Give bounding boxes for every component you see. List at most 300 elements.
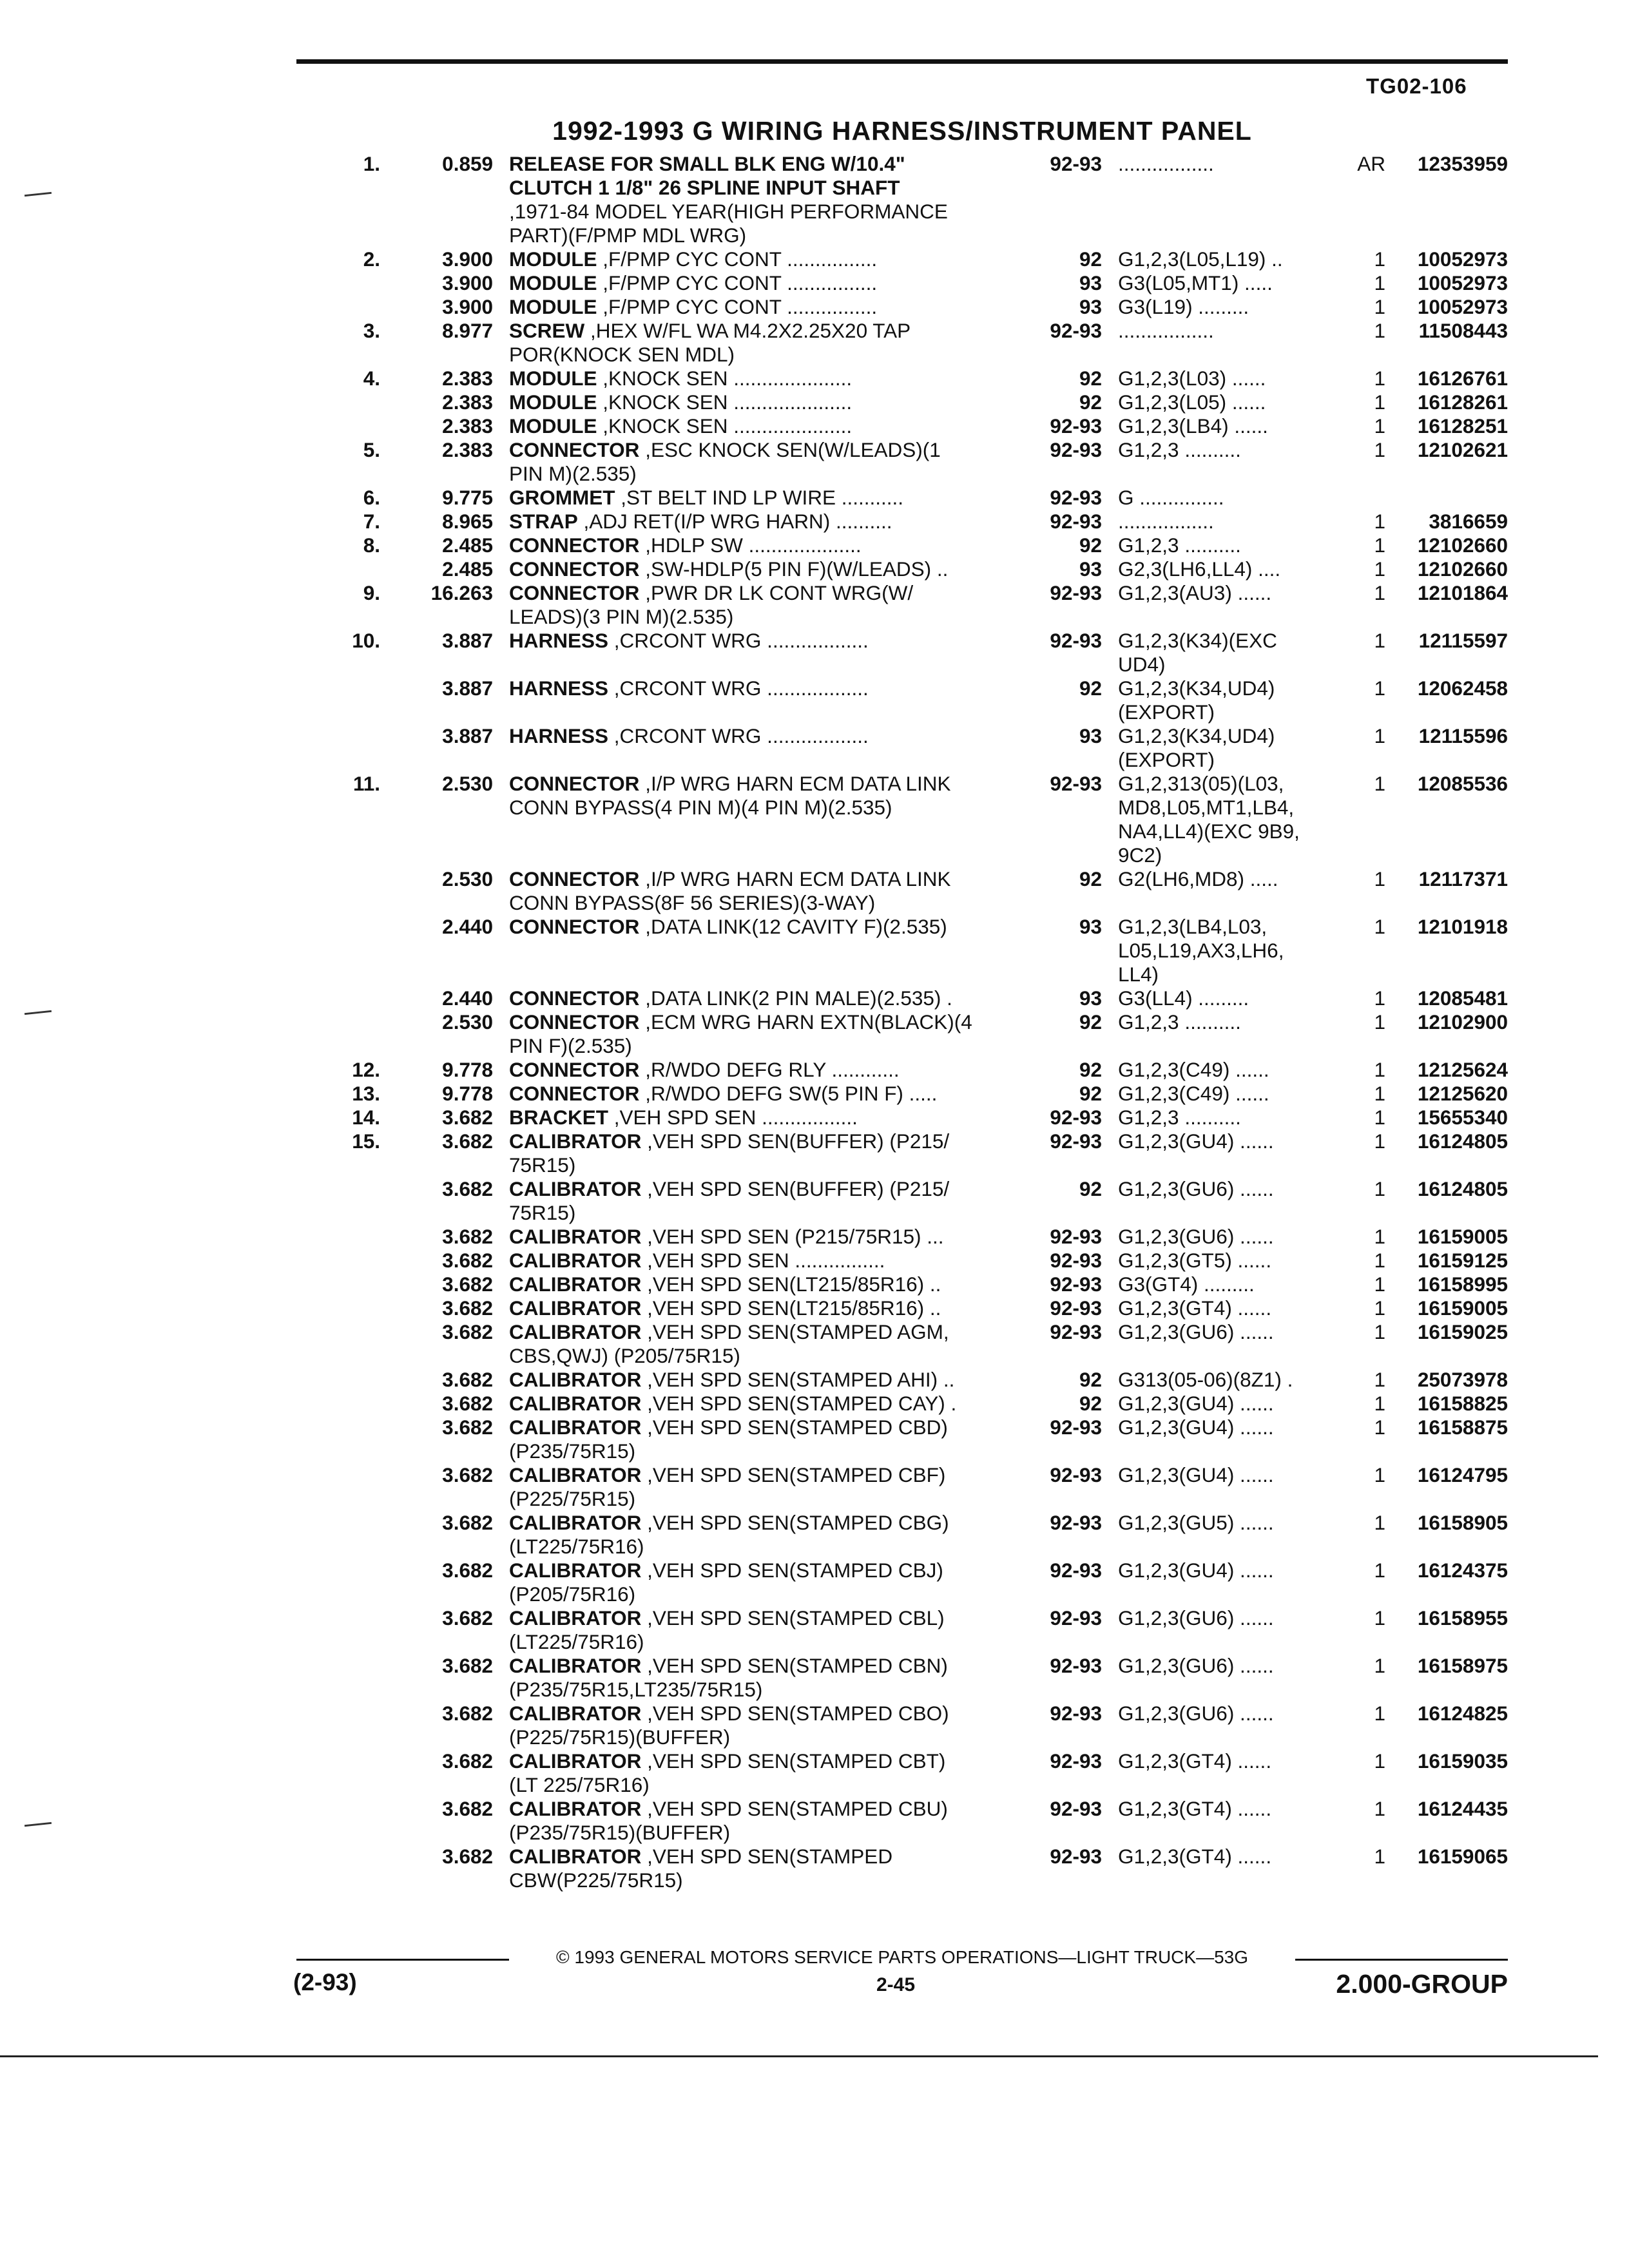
footer-rule-left <box>296 1959 509 1961</box>
part-description <box>509 295 1025 319</box>
quantity: 1 <box>1374 1463 1385 1486</box>
usage-cont: NA4,LL4)(EXC 9B9, <box>1118 820 1300 843</box>
part-description-cont: (LT225/75R16) <box>509 1535 644 1558</box>
part-detail: ,VEH SPD SEN(LT215/85R16) .. <box>641 1273 941 1296</box>
figure-number: 9.778 <box>442 1082 493 1105</box>
part-name: GROMMET <box>509 486 615 509</box>
usage <box>1118 1416 1363 1439</box>
figure-number: 2.440 <box>442 986 493 1010</box>
part-number: 16124805 <box>1417 1129 1508 1153</box>
part-row <box>0 295 1629 319</box>
usage <box>1118 581 1363 605</box>
usage-text: G1,2,3(GU4) ...... <box>1118 1559 1274 1582</box>
model-year: 92-93 <box>1050 1106 1102 1129</box>
part-description <box>509 1058 1025 1082</box>
part-row <box>0 152 1629 247</box>
part-description-cont: LEADS)(3 PIN M)(2.535) <box>509 605 734 628</box>
part-description <box>509 1845 1025 1892</box>
usage-text: G1,2,3(GU6) ...... <box>1118 1225 1274 1248</box>
part-name: CALIBRATOR <box>509 1797 642 1820</box>
part-detail: ,R/WDO DEFG RLY ............ <box>639 1058 900 1081</box>
part-description <box>509 1392 1025 1416</box>
quantity: 1 <box>1374 1058 1385 1081</box>
figure-number: 0.859 <box>442 152 493 175</box>
part-detail: ,KNOCK SEN ..................... <box>597 414 853 437</box>
figure-number: 3.682 <box>442 1249 493 1272</box>
part-description-cont: (LT225/75R16) <box>509 1630 644 1653</box>
model-year: 92 <box>1079 1177 1102 1200</box>
part-description-cont: (P235/75R15,LT235/75R15) <box>509 1678 763 1701</box>
part-row <box>0 557 1629 581</box>
part-description-cont: PIN F)(2.535) <box>509 1034 632 1057</box>
quantity: 1 <box>1374 1559 1385 1582</box>
part-number: 15655340 <box>1417 1106 1508 1129</box>
part-row <box>0 1225 1629 1249</box>
quantity: 1 <box>1374 247 1385 271</box>
usage-text: ................. <box>1118 510 1214 533</box>
part-name: HARNESS <box>509 629 609 652</box>
usage <box>1118 1749 1363 1773</box>
usage <box>1118 1606 1363 1630</box>
model-year: 92 <box>1079 1058 1102 1081</box>
part-description <box>509 1010 1025 1058</box>
part-description <box>509 390 1025 414</box>
footer-page-number: 2-45 <box>876 1974 916 1995</box>
quantity: 1 <box>1374 271 1385 294</box>
part-detail: ,F/PMP CYC CONT ................ <box>597 247 878 271</box>
usage <box>1118 772 1363 867</box>
part-name: MODULE <box>509 271 597 294</box>
figure-number: 3.887 <box>442 677 493 700</box>
part-detail: ,HEX W/FL WA M4.2X2.25X20 TAP <box>584 319 911 342</box>
part-number: 16158905 <box>1417 1511 1508 1534</box>
part-name: MODULE <box>509 367 597 390</box>
item-number: 4. <box>363 367 380 390</box>
quantity: 1 <box>1374 414 1385 437</box>
part-description-cont: CBS,QWJ) (P205/75R15) <box>509 1344 740 1367</box>
quantity: 1 <box>1374 1749 1385 1773</box>
part-description-cont: CONN BYPASS(8F 56 SERIES)(3-WAY) <box>509 891 876 914</box>
usage-text: G3(L05,MT1) ..... <box>1118 271 1273 294</box>
usage-text: G1,2,3(GT4) ...... <box>1118 1797 1272 1820</box>
part-row <box>0 367 1629 390</box>
part-name: CALIBRATOR <box>509 1749 642 1773</box>
usage <box>1118 1273 1363 1296</box>
figure-number: 3.887 <box>442 724 493 747</box>
quantity: 1 <box>1374 1010 1385 1033</box>
usage-text: G1,2,3(L05,L19) .. <box>1118 247 1283 271</box>
usage <box>1118 1797 1363 1821</box>
model-year: 92 <box>1079 247 1102 271</box>
part-number: 16128261 <box>1417 390 1508 414</box>
usage-text: G1,2,3(LB4) ...... <box>1118 414 1268 437</box>
part-row <box>0 867 1629 915</box>
part-number: 3816659 <box>1429 510 1508 533</box>
part-row <box>0 1249 1629 1273</box>
scan-edge-line <box>0 2055 1598 2057</box>
quantity: 1 <box>1374 772 1385 795</box>
part-number: 16159125 <box>1417 1249 1508 1272</box>
part-number: 12102660 <box>1417 557 1508 581</box>
figure-number: 2.530 <box>442 772 493 795</box>
quantity: 1 <box>1374 1845 1385 1868</box>
part-number: 16126761 <box>1417 367 1508 390</box>
part-detail: ,PWR DR LK CONT WRG(W/ <box>639 581 914 604</box>
part-row <box>0 1296 1629 1320</box>
usage <box>1118 271 1363 295</box>
part-description <box>509 915 1025 939</box>
part-number: 16158975 <box>1417 1654 1508 1677</box>
usage-text: G1,2,3 .......... <box>1118 533 1241 557</box>
part-description <box>509 152 1025 247</box>
part-number: 16159025 <box>1417 1320 1508 1343</box>
part-name: CALIBRATOR <box>509 1392 642 1415</box>
part-name: CONNECTOR <box>509 533 640 557</box>
usage <box>1118 1392 1363 1416</box>
model-year: 92 <box>1079 677 1102 700</box>
part-name: CALIBRATOR <box>509 1368 642 1391</box>
figure-number: 9.778 <box>442 1058 493 1081</box>
part-name: CALIBRATOR <box>509 1559 642 1582</box>
usage <box>1118 247 1363 271</box>
part-row <box>0 915 1629 986</box>
usage <box>1118 1225 1363 1249</box>
part-description <box>509 1797 1025 1845</box>
model-year: 92-93 <box>1050 1749 1102 1773</box>
part-name: CALIBRATOR <box>509 1273 642 1296</box>
usage <box>1118 1845 1363 1869</box>
model-year: 92-93 <box>1050 772 1102 795</box>
quantity: AR <box>1357 152 1385 175</box>
part-detail: ,VEH SPD SEN(STAMPED CAY) . <box>641 1392 957 1415</box>
model-year: 92-93 <box>1050 1249 1102 1272</box>
item-number: 10. <box>352 629 380 652</box>
part-detail: ,VEH SPD SEN(LT215/85R16) .. <box>641 1296 941 1320</box>
quantity: 1 <box>1374 629 1385 652</box>
part-description-cont: 75R15) <box>509 1153 576 1177</box>
item-number: 15. <box>352 1129 380 1153</box>
usage <box>1118 1702 1363 1725</box>
item-number: 1. <box>363 152 380 175</box>
part-detail: ,VEH SPD SEN(STAMPED CBO) <box>641 1702 949 1725</box>
model-year: 92-93 <box>1050 629 1102 652</box>
part-row <box>0 390 1629 414</box>
quantity: 1 <box>1374 1654 1385 1677</box>
part-description <box>509 1559 1025 1606</box>
part-row <box>0 1010 1629 1058</box>
quantity: 1 <box>1374 367 1385 390</box>
part-row <box>0 271 1629 295</box>
usage-text: G1,2,3(K34)(EXC <box>1118 629 1277 652</box>
usage <box>1118 677 1363 724</box>
usage-text: G1,2,3(GU6) ...... <box>1118 1654 1274 1677</box>
usage-text: ................. <box>1118 319 1214 342</box>
part-name: CONNECTOR <box>509 438 640 461</box>
part-name: CONNECTOR <box>509 915 640 938</box>
footer-group: 2.000-GROUP <box>1336 1969 1508 1999</box>
usage-text: G1,2,3(K34,UD4) <box>1118 677 1275 700</box>
quantity: 1 <box>1374 867 1385 890</box>
part-detail: ,F/PMP CYC CONT ................ <box>597 271 878 294</box>
model-year: 92-93 <box>1050 1511 1102 1534</box>
part-description <box>509 1749 1025 1797</box>
part-detail: ,KNOCK SEN ..................... <box>597 367 853 390</box>
part-row <box>0 533 1629 557</box>
figure-number: 2.485 <box>442 557 493 581</box>
page-title: 1992-1993 G WIRING HARNESS/INSTRUMENT PANEL <box>552 116 1252 146</box>
figure-number: 2.383 <box>442 414 493 437</box>
model-year: 92 <box>1079 390 1102 414</box>
part-detail: ,ADJ RET(I/P WRG HARN) .......... <box>577 510 892 533</box>
model-year: 92-93 <box>1050 1273 1102 1296</box>
part-name: CALIBRATOR <box>509 1296 642 1320</box>
model-year: 92-93 <box>1050 152 1102 175</box>
model-year: 92-93 <box>1050 581 1102 604</box>
part-row <box>0 1392 1629 1416</box>
part-row <box>0 1416 1629 1463</box>
part-name: CONNECTOR <box>509 581 640 604</box>
part-name: CALIBRATOR <box>509 1177 642 1200</box>
part-name: CONNECTOR <box>509 1058 640 1081</box>
part-name: CALIBRATOR <box>509 1249 642 1272</box>
part-description-cont: POR(KNOCK SEN MDL) <box>509 343 735 366</box>
part-name: SCREW <box>509 319 585 342</box>
part-row <box>0 1106 1629 1129</box>
part-detail: ,ESC KNOCK SEN(W/LEADS)(1 <box>639 438 941 461</box>
part-detail: ,SW-HDLP(5 PIN F)(W/LEADS) .. <box>639 557 949 581</box>
part-row <box>0 629 1629 677</box>
item-number: 14. <box>352 1106 380 1129</box>
part-description <box>509 486 1025 510</box>
part-detail: ,KNOCK SEN ..................... <box>597 390 853 414</box>
part-description <box>509 581 1025 629</box>
part-description <box>509 1249 1025 1273</box>
part-description-cont: (P235/75R15) <box>509 1439 636 1463</box>
model-year: 92 <box>1079 533 1102 557</box>
figure-number: 3.682 <box>442 1368 493 1391</box>
usage <box>1118 367 1363 390</box>
part-detail: ,I/P WRG HARN ECM DATA LINK <box>639 772 951 795</box>
figure-number: 3.682 <box>442 1392 493 1415</box>
part-description <box>509 1106 1025 1129</box>
figure-number: 3.682 <box>442 1225 493 1248</box>
part-number: 12115596 <box>1418 724 1508 747</box>
model-year: 92-93 <box>1050 1845 1102 1868</box>
part-detail: ,DATA LINK(12 CAVITY F)(2.535) <box>639 915 947 938</box>
part-detail: ,VEH SPD SEN(BUFFER) (P215/ <box>641 1177 950 1200</box>
part-row <box>0 772 1629 867</box>
part-description <box>509 1416 1025 1463</box>
quantity: 1 <box>1374 1296 1385 1320</box>
part-row <box>0 1273 1629 1296</box>
part-row <box>0 1702 1629 1749</box>
part-number: 16124805 <box>1417 1177 1508 1200</box>
quantity: 1 <box>1374 1797 1385 1820</box>
usage-cont: (EXPORT) <box>1118 748 1215 771</box>
usage <box>1118 1368 1363 1392</box>
figure-number: 3.682 <box>442 1177 493 1200</box>
figure-number: 3.682 <box>442 1845 493 1868</box>
usage-text: G1,2,3(GU4) ...... <box>1118 1392 1274 1415</box>
part-description <box>509 1296 1025 1320</box>
usage <box>1118 1463 1363 1487</box>
part-description <box>509 1606 1025 1654</box>
part-detail: ,VEH SPD SEN(STAMPED CBF) <box>641 1463 946 1486</box>
usage-cont: (EXPORT) <box>1118 700 1215 724</box>
part-number: 10052973 <box>1417 295 1508 318</box>
part-name: CALIBRATOR <box>509 1416 642 1439</box>
part-description <box>509 1082 1025 1106</box>
figure-number: 2.530 <box>442 1010 493 1033</box>
part-name: MODULE <box>509 390 597 414</box>
part-detail: ,VEH SPD SEN(STAMPED <box>641 1845 893 1868</box>
part-number: 16124825 <box>1417 1702 1508 1725</box>
model-year: 92 <box>1079 1392 1102 1415</box>
model-year: 92-93 <box>1050 1702 1102 1725</box>
part-row <box>0 1654 1629 1702</box>
part-number: 12102900 <box>1417 1010 1508 1033</box>
usage-text: G2(LH6,MD8) ..... <box>1118 867 1278 890</box>
part-row <box>0 677 1629 724</box>
part-description <box>509 986 1025 1010</box>
part-name: RELEASE FOR SMALL BLK ENG W/10.4" <box>509 152 905 175</box>
part-number: 12101864 <box>1417 581 1508 604</box>
part-description <box>509 772 1025 820</box>
item-number: 3. <box>363 319 380 342</box>
model-year: 93 <box>1079 915 1102 938</box>
part-number: 16158875 <box>1417 1416 1508 1439</box>
figure-number: 16.263 <box>430 581 493 604</box>
part-description <box>509 1320 1025 1368</box>
usage-text: G1,2,3(GU5) ...... <box>1118 1511 1274 1534</box>
model-year: 92 <box>1079 1010 1102 1033</box>
usage <box>1118 1511 1363 1535</box>
usage <box>1118 414 1363 438</box>
usage-text: G1,2,3(GT4) ...... <box>1118 1845 1272 1868</box>
part-detail: ,I/P WRG HARN ECM DATA LINK <box>639 867 951 890</box>
item-number: 7. <box>363 510 380 533</box>
quantity: 1 <box>1374 581 1385 604</box>
model-year: 93 <box>1079 295 1102 318</box>
usage-text: G3(L19) ......... <box>1118 295 1249 318</box>
part-row <box>0 581 1629 629</box>
part-description <box>509 1702 1025 1749</box>
model-year: 92-93 <box>1050 486 1102 509</box>
part-name: CONNECTOR <box>509 1082 640 1105</box>
quantity: 1 <box>1374 319 1385 342</box>
model-year: 92-93 <box>1050 1416 1102 1439</box>
part-detail: ,DATA LINK(2 PIN MALE)(2.535) . <box>639 986 952 1010</box>
part-row <box>0 1463 1629 1511</box>
part-description <box>509 1177 1025 1225</box>
model-year: 92-93 <box>1050 438 1102 461</box>
model-year: 92-93 <box>1050 1296 1102 1320</box>
part-detail: ,CRCONT WRG .................. <box>608 677 869 700</box>
quantity: 1 <box>1374 533 1385 557</box>
usage <box>1118 724 1363 772</box>
usage-text: G1,2,3(L03) ...... <box>1118 367 1266 390</box>
part-description-cont: (LT 225/75R16) <box>509 1773 650 1796</box>
part-row <box>0 1749 1629 1797</box>
model-year: 92 <box>1079 867 1102 890</box>
part-name: STRAP <box>509 510 578 533</box>
item-number: 8. <box>363 533 380 557</box>
usage-text: G1,2,313(05)(L03, <box>1118 772 1284 795</box>
quantity: 1 <box>1374 1225 1385 1248</box>
model-year: 92 <box>1079 1368 1102 1391</box>
part-row <box>0 986 1629 1010</box>
usage <box>1118 557 1363 581</box>
part-description <box>509 629 1025 653</box>
usage-text: G1,2,3 .......... <box>1118 1010 1241 1033</box>
quantity: 1 <box>1374 390 1385 414</box>
part-description <box>509 1225 1025 1249</box>
part-row <box>0 414 1629 438</box>
usage <box>1118 1058 1363 1082</box>
part-name: CALIBRATOR <box>509 1511 642 1534</box>
usage <box>1118 1654 1363 1678</box>
quantity: 1 <box>1374 1082 1385 1105</box>
usage-text: G1,2,3(C49) ...... <box>1118 1082 1269 1105</box>
item-number: 5. <box>363 438 380 461</box>
usage-text: G1,2,3(K34,UD4) <box>1118 724 1275 747</box>
part-detail: ,VEH SPD SEN(STAMPED CBJ) <box>641 1559 943 1582</box>
figure-number: 3.682 <box>442 1654 493 1677</box>
quantity: 1 <box>1374 1106 1385 1129</box>
part-row <box>0 247 1629 271</box>
figure-number: 8.977 <box>442 319 493 342</box>
part-description <box>509 1511 1025 1559</box>
quantity: 1 <box>1374 295 1385 318</box>
part-detail: ,VEH SPD SEN(STAMPED AHI) .. <box>641 1368 955 1391</box>
usage <box>1118 986 1363 1010</box>
part-name: CALIBRATOR <box>509 1606 642 1629</box>
model-year: 92-93 <box>1050 510 1102 533</box>
part-number: 16159065 <box>1417 1845 1508 1868</box>
part-number: 16128251 <box>1417 414 1508 437</box>
usage-cont: LL4) <box>1118 963 1159 986</box>
part-description-cont: (P225/75R15)(BUFFER) <box>509 1725 731 1749</box>
usage-text: G1,2,3 .......... <box>1118 438 1241 461</box>
model-year: 92 <box>1079 367 1102 390</box>
part-name: CALIBRATOR <box>509 1320 642 1343</box>
part-row <box>0 1845 1629 1892</box>
usage-text: ................. <box>1118 152 1214 175</box>
part-name: MODULE <box>509 295 597 318</box>
figure-number: 3.682 <box>442 1702 493 1725</box>
quantity: 1 <box>1374 1392 1385 1415</box>
part-number: 16159035 <box>1417 1749 1508 1773</box>
figure-number: 2.383 <box>442 390 493 414</box>
part-detail: ,VEH SPD SEN(STAMPED CBG) <box>641 1511 949 1534</box>
part-description <box>509 867 1025 915</box>
part-row <box>0 510 1629 533</box>
model-year: 92-93 <box>1050 1320 1102 1343</box>
usage <box>1118 486 1363 510</box>
part-description-cont: CLUTCH 1 1/8" 26 SPLINE INPUT SHAFT <box>509 176 900 199</box>
part-row <box>0 1511 1629 1559</box>
usage <box>1118 867 1363 891</box>
usage <box>1118 533 1363 557</box>
part-description <box>509 510 1025 533</box>
quantity: 1 <box>1374 1249 1385 1272</box>
part-detail: ,VEH SPD SEN(STAMPED CBN) <box>641 1654 948 1677</box>
usage <box>1118 1106 1363 1129</box>
part-name: MODULE <box>509 247 597 271</box>
figure-number: 3.682 <box>442 1416 493 1439</box>
usage-text: G1,2,3(LB4,L03, <box>1118 915 1268 938</box>
usage <box>1118 1129 1363 1153</box>
